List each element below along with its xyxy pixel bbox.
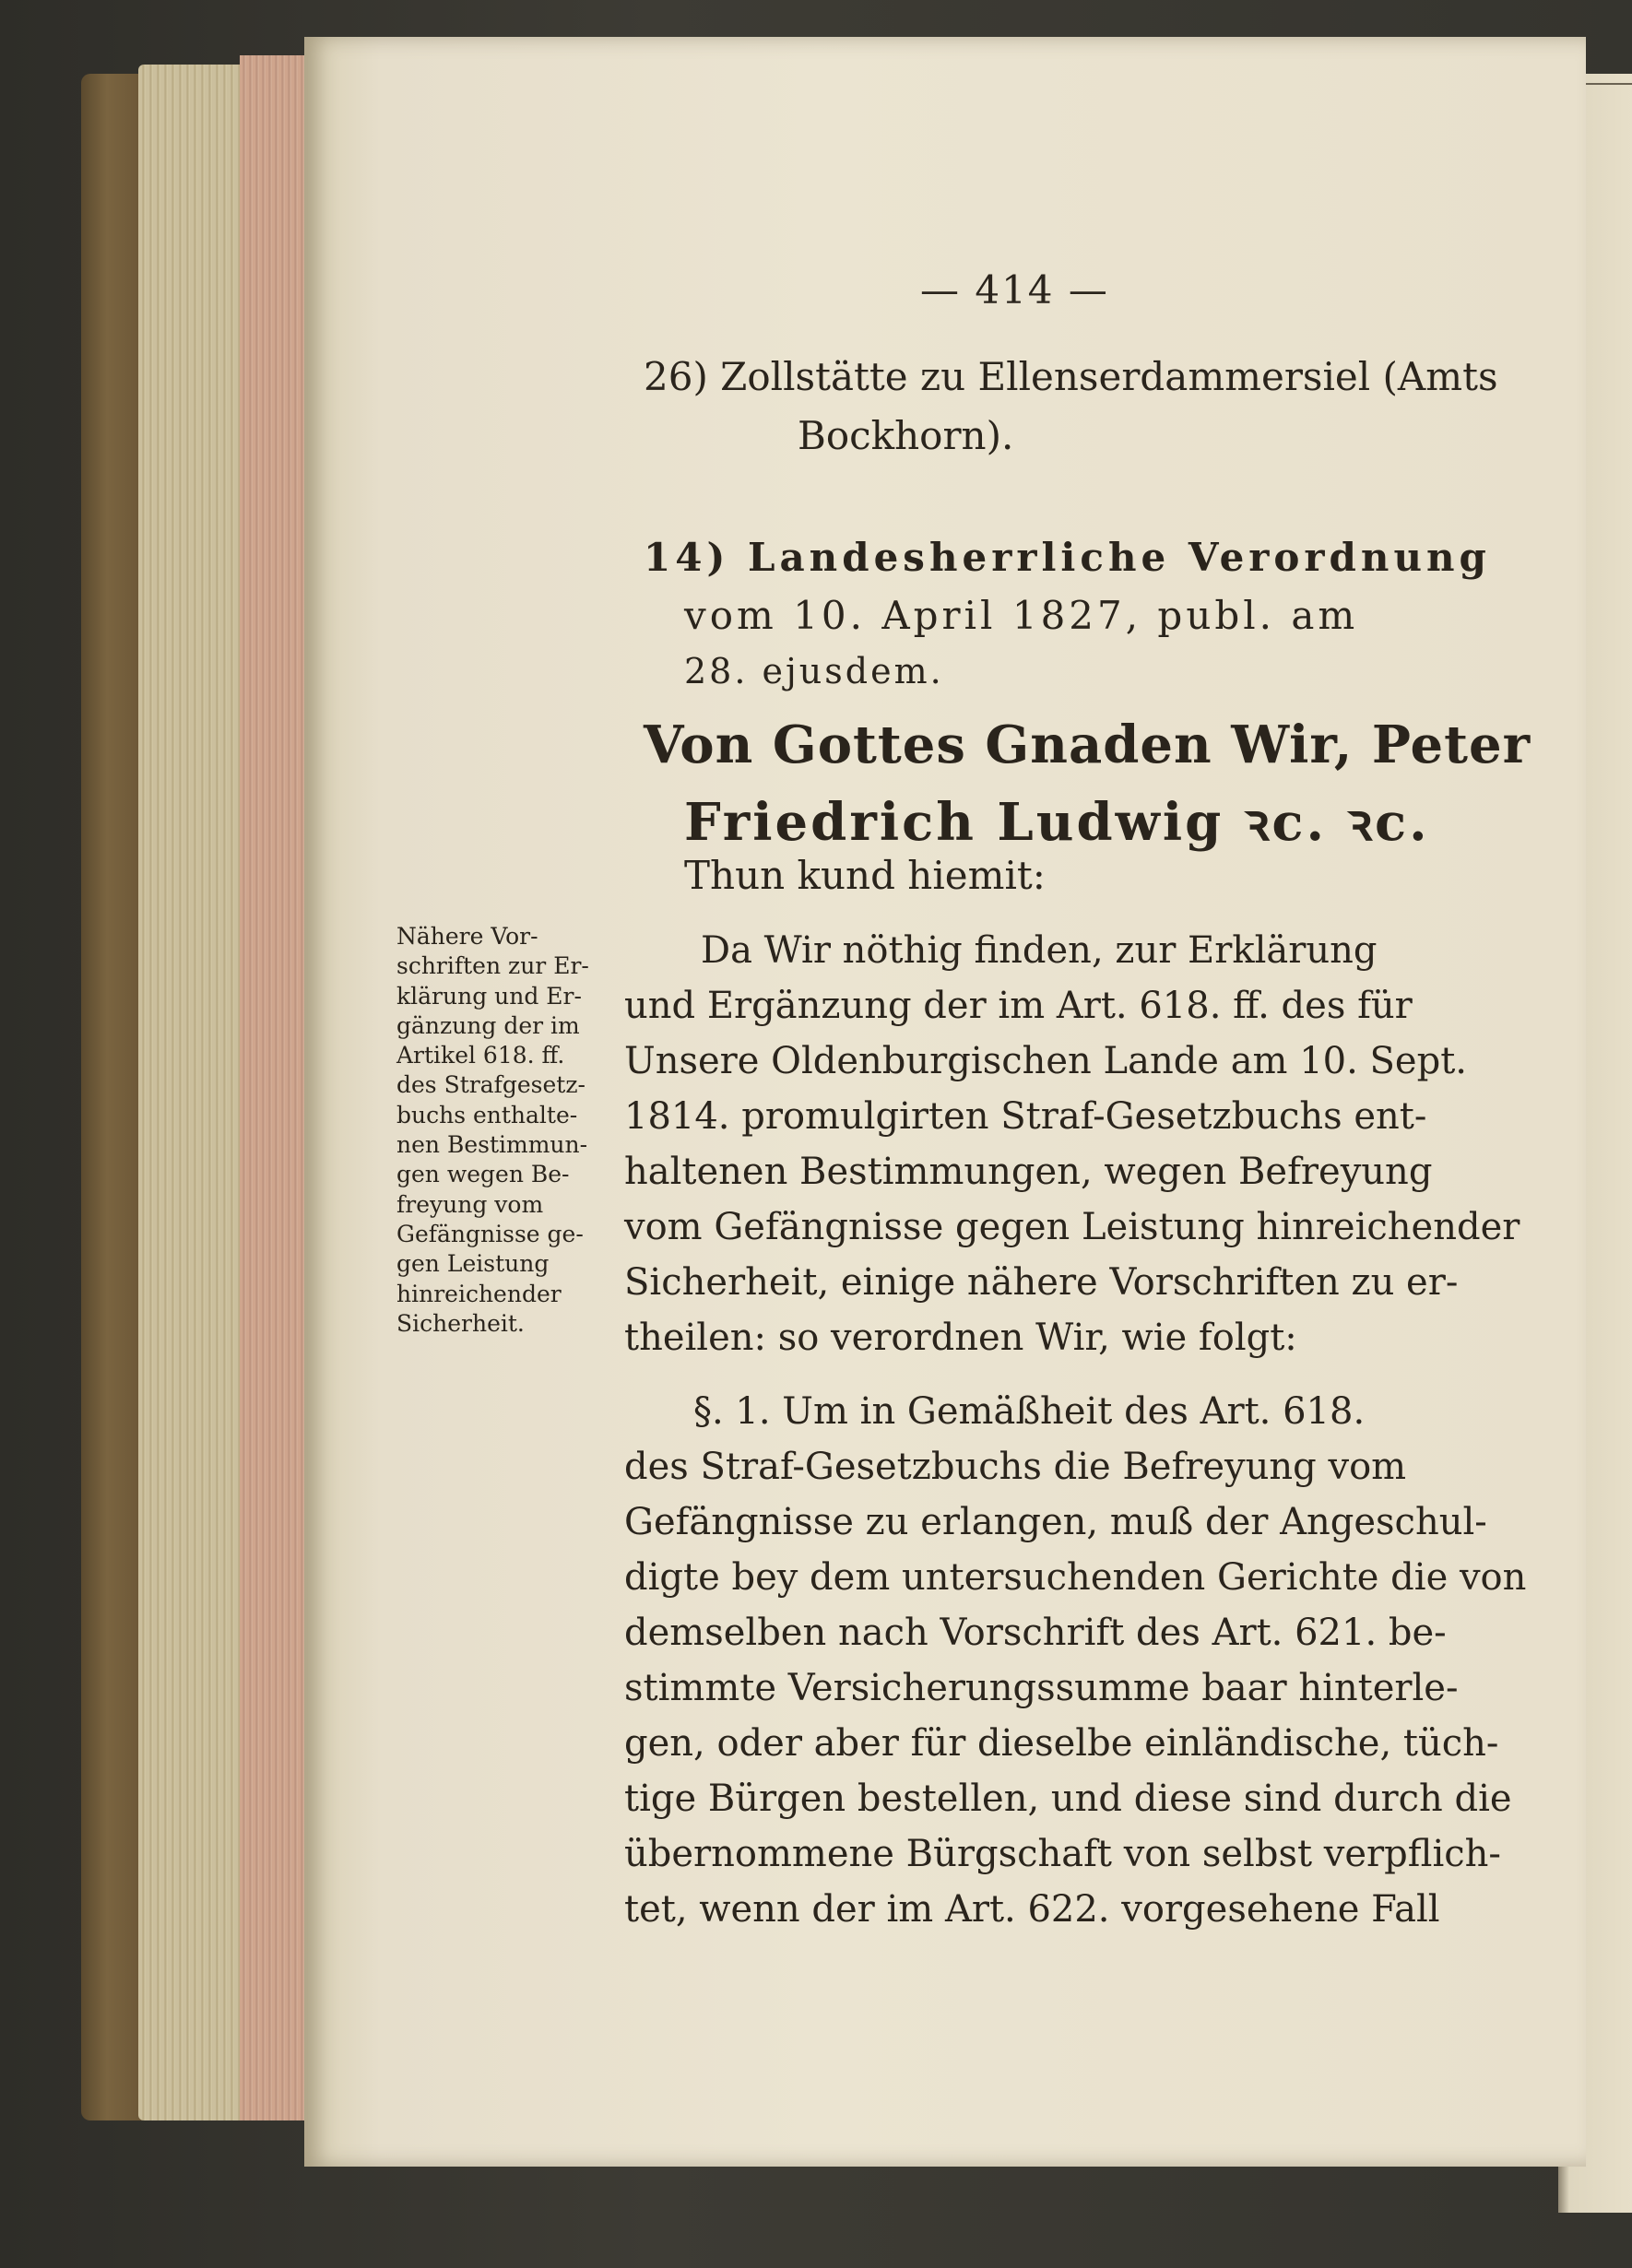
preamble-line: vom Gefängnisse gegen Leistung hinreichender	[624, 1206, 1520, 1248]
book-cover-edge	[81, 74, 146, 2120]
margin-note-line: schriften zur Er-	[396, 952, 589, 980]
margin-note-line: gen wegen Be-	[396, 1161, 570, 1188]
page-edges-inner	[240, 55, 313, 2120]
section-1-line: §. 1. Um in Gemäßheit des Art. 618.	[693, 1390, 1366, 1433]
margin-note-line: buchs enthalte-	[396, 1101, 578, 1128]
decree-title-line-2: Friedrich Ludwig ꝛc. ꝛc.	[684, 792, 1430, 853]
section-1-line: tige Bürgen bestellen, und diese sind durch die	[624, 1778, 1512, 1820]
margin-note-line: klärung und Er-	[396, 982, 582, 1010]
margin-note-line: hinreichender	[396, 1280, 562, 1307]
preamble-line: Sicherheit, einige nähere Vorschriften zu er-	[624, 1261, 1459, 1304]
margin-note-line: gen Leistung	[396, 1250, 550, 1278]
margin-note-line: Nähere Vor-	[396, 923, 538, 950]
section-1-line: stimmte Versicherungssumme baar hinterle-	[624, 1667, 1459, 1709]
preamble-line: und Ergänzung der im Art. 618. ff. des für	[624, 985, 1413, 1027]
margin-note-line: gänzung der im	[396, 1011, 580, 1039]
preamble-line: 1814. promulgirten Straf-Gesetzbuchs ent-	[624, 1095, 1427, 1138]
section-1-line: Gefängnisse zu erlangen, muß der Angeschul-	[624, 1501, 1487, 1543]
margin-note	[396, 922, 618, 1339]
item-26-line-2: Bockhorn).	[798, 413, 1014, 458]
decree-proclamation: Thun kund hiemit:	[684, 853, 1046, 898]
section-1-line: des Straf-Gesetzbuchs die Befreyung vom	[624, 1446, 1407, 1488]
decree-title-line-1: Von Gottes Gnaden Wir, Peter	[644, 715, 1531, 775]
margin-note-line: Gefängnisse ge-	[396, 1220, 584, 1247]
ordinance-heading-line-2: vom 10. April 1827, publ. am	[684, 593, 1359, 638]
margin-note-line: nen Bestimmun-	[396, 1131, 588, 1159]
margin-note-line: Sicherheit.	[396, 1309, 525, 1337]
margin-note-line: Artikel 618. ff.	[396, 1042, 565, 1069]
ordinance-heading-line-1: 14) Landesherrliche Verordnung	[644, 535, 1491, 580]
section-1-line: tet, wenn der im Art. 622. vorgesehene Fall	[624, 1888, 1440, 1931]
section-1-line: digte bey dem untersuchenden Gerichte die von	[624, 1556, 1527, 1599]
margin-note-line: des Strafgesetz-	[396, 1071, 585, 1099]
preamble-line: Da Wir nöthig finden, zur Erklärung	[701, 929, 1378, 972]
section-1-line: gen, oder aber für dieselbe einländische, tüch-	[624, 1722, 1499, 1765]
section-1-line: demselben nach Vorschrift des Art. 621. be-	[624, 1612, 1447, 1654]
preamble-line: haltenen Bestimmungen, wegen Befreyung	[624, 1151, 1433, 1193]
margin-note-line: freyung vom	[396, 1190, 544, 1218]
section-1-line: übernommene Bürgschaft von selbst verpflich-	[624, 1833, 1501, 1875]
page-number: — 414 —	[920, 267, 1109, 313]
item-26-line-1: 26) Zollstätte zu Ellenserdammersiel (Amts	[644, 354, 1498, 399]
preamble-line: Unsere Oldenburgischen Lande am 10. Sept.	[624, 1040, 1467, 1082]
preamble-line: theilen: so verordnen Wir, wie folgt:	[624, 1317, 1297, 1359]
ordinance-heading-line-3: 28. ejusdem.	[684, 651, 944, 691]
